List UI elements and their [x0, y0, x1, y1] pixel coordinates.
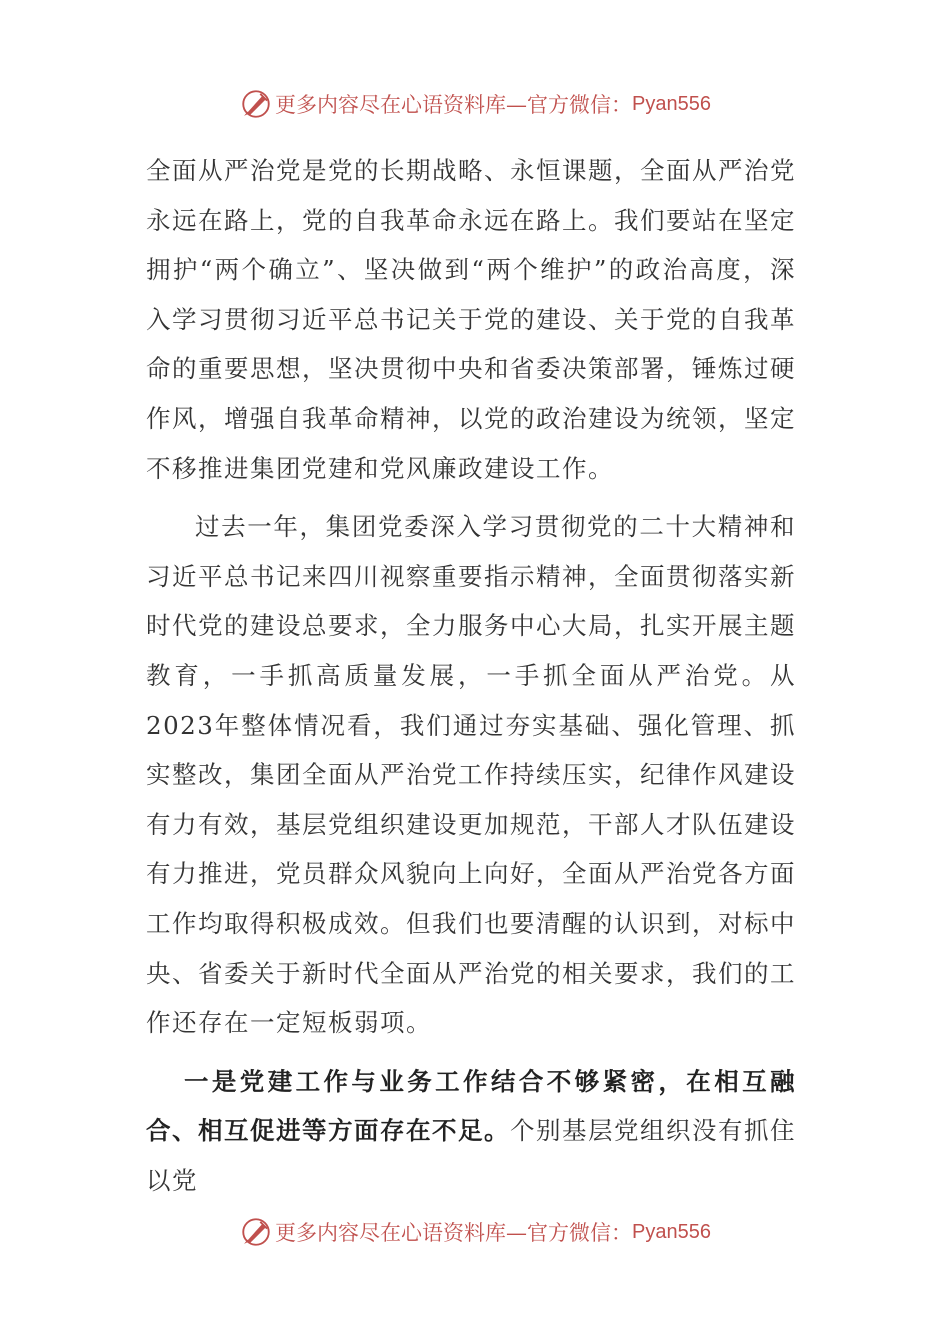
- header-watermark: [0, 84, 950, 124]
- pen-nib-logo-icon: [239, 1215, 273, 1249]
- pen-nib-logo-icon: [239, 87, 273, 121]
- watermark-wechat-id: Pyan556: [632, 1220, 711, 1243]
- watermark-text: 更多内容尽在心语资料库—官方微信：: [275, 93, 633, 117]
- paragraph-1: 全面从严治党是党的长期战略、永恒课题，全面从严治党永远在路上，党的自我革命永远在路上。我们要站在坚定拥护“两个确立”、坚决做到“两个维护”的政治高度，深入学习贯彻习近平总书记关于党的建设、关于党的自我革命的重要思想，坚决贯彻中央和省委决策部署，锤炼过硬作风，增强自我革命精神，以党的政治建设为统领，坚定不移推进集团党建和党风廉政建设工作。: [146, 156, 796, 483]
- paragraph-2: 过去一年，集团党委深入学习贯彻党的二十大精神和习近平总书记来四川视察重要指示精神，全面贯彻落实新时代党的建设总要求，全力服务中心大局，扎实开展主题教育，一手抓高质量发展，一手抓全面从严治党。从2023年整体情况看，我们通过夯实基础、强化管理、抓实整改，集团全面从严治党工作持续压实，纪律作风建设有力有效，基层党组织建设更加规范，干部人才队伍建设有力推进，党员群众风貌向上向好，全面从严治党各方面工作均取得积极成效。但我们也要清醒的认识到，对标中央、省委关于新时代全面从严治党的相关要求，我们的工作还存在一定短板弱项。: [146, 512, 796, 1038]
- paragraph-3-text: 个别基层党组织没有抓住以党: [146, 1116, 796, 1195]
- document-body: [146, 146, 796, 1205]
- watermark-text: 更多内容尽在心语资料库—官方微信：: [275, 1221, 633, 1245]
- watermark-wechat-id: Pyan556: [632, 92, 711, 115]
- paragraph-3: [146, 1057, 796, 1206]
- footer-watermark: [0, 1212, 950, 1252]
- paragraph-3-bold-lead: 一是党建工作与业务工作结合不够紧密，在相互融合、相互促进等方面存在不足。: [146, 1066, 796, 1146]
